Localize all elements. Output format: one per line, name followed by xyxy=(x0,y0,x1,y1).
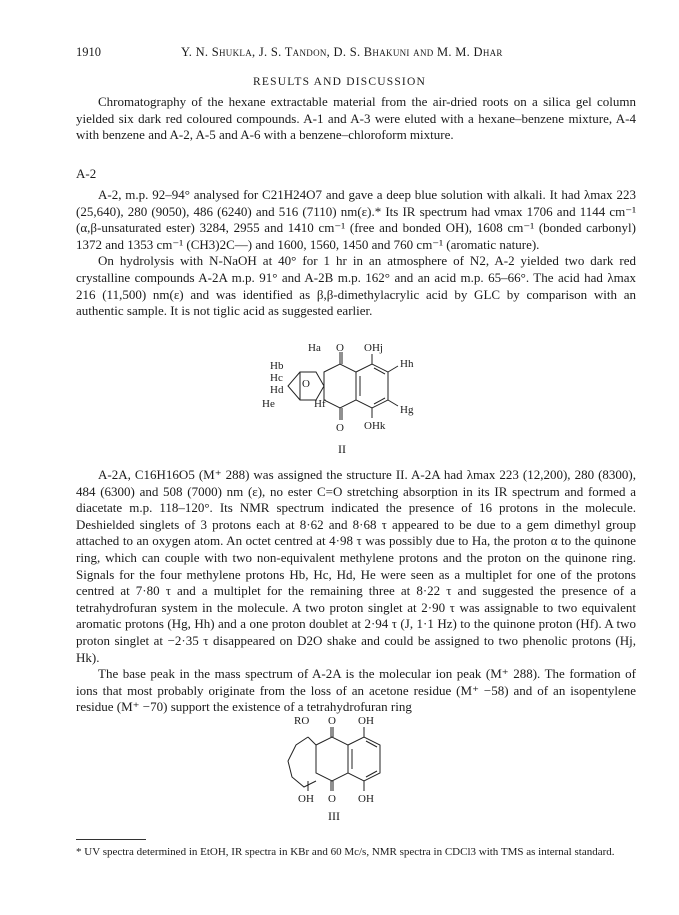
atom-ohk: OHk xyxy=(364,420,386,432)
atom-hf: Hf xyxy=(314,398,326,410)
intro-paragraph: Chromatography of the hexane extractable material from the air-dried roots on a silica gel column yielded six dark red coloured compounds. A-1 and A-3 were eluted with a hexane–benzene mixture, A-4 with benzene and A-2, A-5 and A-6 with a benzene–chloroform mixture. xyxy=(76,94,636,143)
structure-iii-label: III xyxy=(328,809,340,823)
atom-o-ring: O xyxy=(302,378,310,390)
structure-ii xyxy=(258,342,428,462)
page-number: 1910 xyxy=(76,45,101,59)
atom-ohj: OHj xyxy=(364,342,383,354)
subheading: A-2 xyxy=(76,166,97,181)
atom-oh-left: OH xyxy=(298,793,314,805)
a2-paragraph-2: On hydrolysis with N-NaOH at 40° for 1 hr in an atmosphere of N2, A-2 yielded two dark red crystalline compounds A-2A m.p. 91° and A-2B m.p. 162° and an acid m.p. 65–66°. The acid had λmax 216 (11,500) nm(ε) and was identified as β,β-dimethylacrylic acid by GLC by comparison with an authentic sample. It is not tiglic acid as suggested earlier. xyxy=(76,253,636,319)
atom-o-top: O xyxy=(336,342,344,354)
a2-paragraph-1: A-2, m.p. 92–94° analysed for C21H24O7 and gave a deep blue solution with alkali. It had λmax 223 (25,640), 280 (9050), 486 (6240) and 516 (7110) nm(ε).* Its IR spectrum had νmax 1706 and 1144 cm⁻¹ (α,β-unsaturated ester) 3284, 2955 and 1410 cm⁻¹ (free and bonded OH), 1608 cm⁻¹ (bonded carbonyl) 1372 and 1353 cm⁻¹ (CH3)2C—) and 1600, 1560, 1450 and 760 cm⁻¹ (aromatic nature). xyxy=(76,187,636,252)
a2a-text xyxy=(76,467,636,716)
a2a-paragraph-2: The base peak in the mass spectrum of A-2A is the molecular ion peak (M⁺ 288). The formation of ions that most probably originate from the loss of an acetone residue (M⁺ −58) and of an isopentylene residue (M⁺ −70) support the existence of a tetrahydrofuran ring xyxy=(76,666,636,715)
atom-hd: Hd xyxy=(270,384,284,396)
a2-text xyxy=(76,187,636,320)
section-title: RESULTS AND DISCUSSION xyxy=(253,76,426,88)
intro-text xyxy=(76,94,636,144)
atom-hh: Hh xyxy=(400,358,414,370)
atom-hg: Hg xyxy=(400,404,414,416)
structure-iii xyxy=(258,715,408,825)
structure-ii-label: II xyxy=(338,442,346,456)
atom-ha: Ha xyxy=(308,342,321,354)
footnote: * UV spectra determined in EtOH, IR spectra in KBr and 60 Mc/s, NMR spectra in CDCl3 with TMS as internal standard. xyxy=(76,846,615,858)
atom-oh-bottom: OH xyxy=(358,793,374,805)
atom-he: He xyxy=(262,398,275,410)
atom-hc: Hc xyxy=(270,372,283,384)
atom-hb: Hb xyxy=(270,360,284,372)
atom-o-top: O xyxy=(328,715,336,727)
footnote-rule xyxy=(76,839,146,840)
atom-oh-top: OH xyxy=(358,715,374,727)
atom-o-bottom: O xyxy=(336,422,344,434)
a2a-paragraph-1: A-2A, C16H16O5 (M⁺ 288) was assigned the structure II. A-2A had λmax 223 (12,200), 280 (8300), 484 (6300) and 508 (7000) nm (ε), no ester C=O stretching absorption in its IR spectrum and formed a diacetate m.p. 118–120°. Its NMR spectrum indicated the presence of 16 protons in the molecule. Deshielded singlets of 3 protons each at 8·62 and 8·68 τ appeared to be due to a gem dimethyl group attached to an oxygen atom. An octet centred at 4·98 τ was possibly due to Ha, the proton α to the quinone ring, which can couple with two non-equivalent methylene protons and the proton on the quinone ring. Signals for the four methylene protons Hb, Hc, Hd, He were seen as a multiplet for one of the protons centred at 7·80 τ and a multiplet for the remaining three at 8·22 τ and suggested the presence of a tetrahydrofuran system in the molecule. A two proton singlet at 2·90 τ was assignable to two equivalent aromatic protons (Hg, Hh) and a one proton doublet at 2·94 τ (J, 1·1 Hz) to the quinone proton (Hf). A two proton singlet at −2·35 τ disappeared on D2O shake and could be assigned to two phenolic protons (Hj, Hk). xyxy=(76,467,636,665)
atom-ro: RO xyxy=(294,715,310,727)
running-head-authors: Y. N. Shukla, J. S. Tandon, D. S. Bhakuni and M. M. Dhar xyxy=(181,45,503,59)
atom-o-bottom: O xyxy=(328,793,336,805)
